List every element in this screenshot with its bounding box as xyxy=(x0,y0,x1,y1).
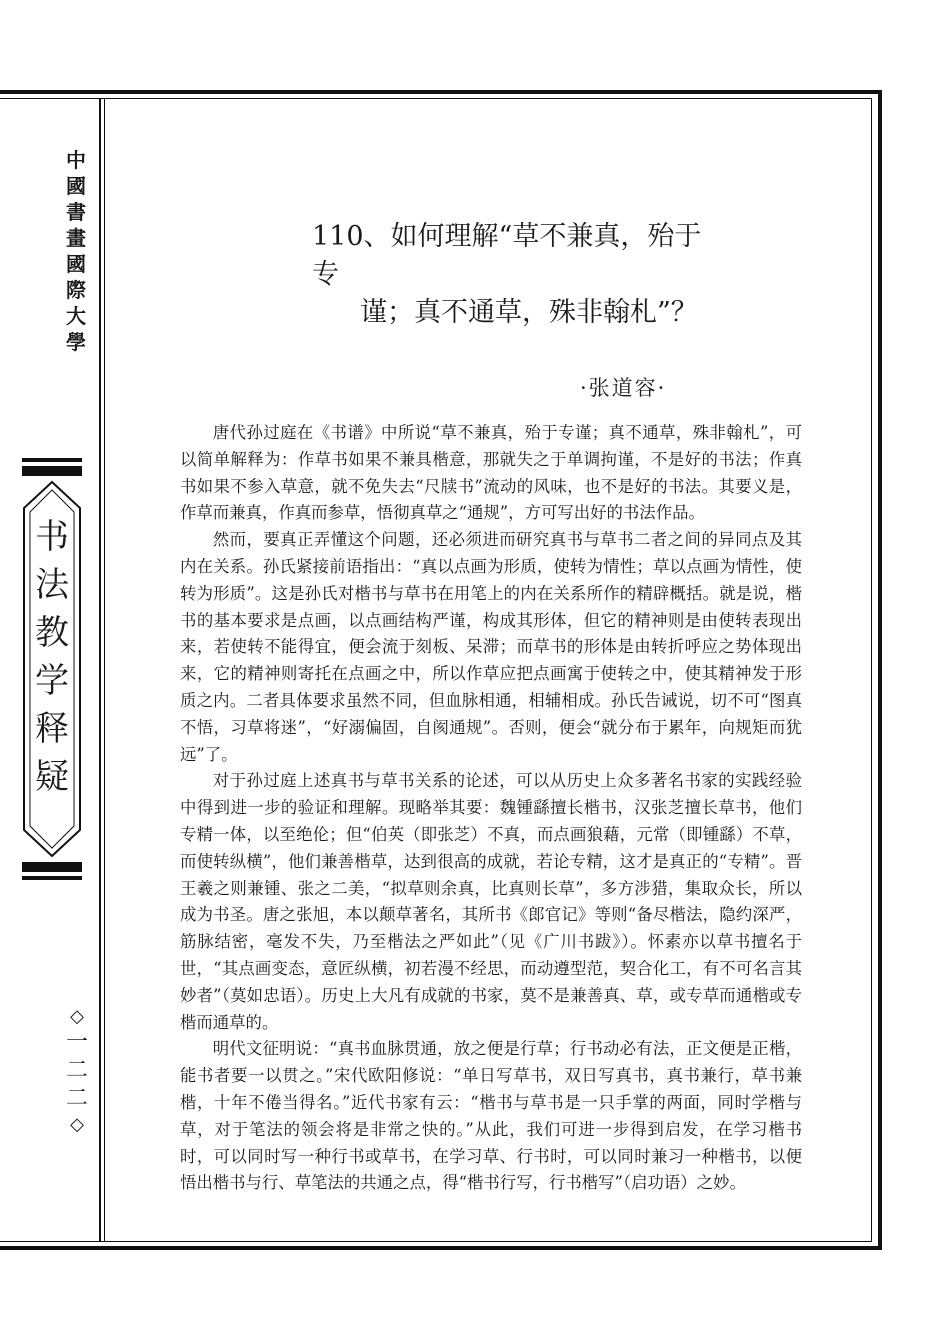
page-number xyxy=(60,1008,94,1140)
cartouche-band-top-thick xyxy=(22,466,82,476)
article-title-line-2: 谨；真不通草，殊非翰札”？ xyxy=(360,297,698,328)
page-number-char: 二 xyxy=(65,1058,88,1083)
body-paragraph: 唐代孙过庭在《书谱》中所说“草不兼真，殆于专谨；真不通草，殊非翰札”，可以简单解释为：作草书如果不兼具楷意，那就失之于单调拘谨，不是好的书法；作真书如果不参入草意，就不免失去“尺牍书”流动的风味，也不是好的书法。其要义是，作草而兼真，作真而参草，悟彻真草之“通规”，方可写出好的书法作品。 xyxy=(180,423,802,523)
series-title-char: 疑 xyxy=(35,757,69,797)
article-title-line-1: 110、如何理解“草不兼真，殆于专 xyxy=(312,221,702,290)
author-byline: ·张道容· xyxy=(580,376,667,400)
cartouche-band-bottom-thick xyxy=(22,862,82,872)
university-name-char: 畫 xyxy=(66,226,86,250)
series-title-char: 教 xyxy=(35,613,69,653)
series-title-char: 学 xyxy=(35,661,69,701)
body-paragraph: 明代文征明说：“真书血脉贯通，放之便是行草；行书动必有法，正文便是正楷，能书者要一以贯之。”宋代欧阳修说：“单日写草书，双日写真书，真书兼行，草书兼楷，十年不倦当得名。”近代书家有云：“楷书与草书是一只手掌的两面，同时学楷与草，对于笔法的领会将是非常之快的。”从此，我们可进一步得到启发，在学习楷书时，可以同时写一种行书或草书，在学习草、行书时，可以同时兼习一种楷书，以便悟出楷书与行、草笔法的共通之点，得“楷书行写，行书楷写”（启功语）之妙。 xyxy=(180,1039,802,1193)
university-name-char: 際 xyxy=(66,278,86,302)
page-number-char: 一 xyxy=(65,1030,88,1055)
cartouche-band-bottom xyxy=(22,876,82,880)
body-paragraph: 然而，要真正弄懂这个问题，还必须进而研究真书与草书二者之间的异同点及其内在关系。孙氏紧接前语指出：“真以点画为形质，使转为情性；草以点画为情性，使转为形质”。这是孙氏对楷书与草书在用笔上的内在关系所作的精辟概括。就是说，楷书的基本要求是点画，以点画结构严谨，构成其形体，但它的精神则是由使转表现出来，若使转不能得宜，便会流于刻板、呆滞；而草书的形体是由转折呼应之势体现出来，它的精神则寄托在点画之中，所以作草应把点画寓于使转之中，使其精神发于形质之内。二者具体要求虽然不同，但血脉相通，相辅相成。孙氏告诫说，切不可“图真不悟，习草将迷”，“好溺偏固，自阂通规”。否则，便会“就分布于累年，向规矩而犹远”了。 xyxy=(180,530,802,764)
sidebar-divider xyxy=(99,98,101,1242)
body-paragraph: 对于孙过庭上述真书与草书关系的论述，可以从历史上众多著名书家的实践经验中得到进一步的验证和理解。现略举其要：魏锺繇擅长楷书，汉张芝擅长草书，他们专精一体，以至绝伦；但“伯英（即张芝）不真，而点画狼藉，元常（即锺繇）不草，而使转纵横”，他们兼善楷草，达到很高的成就，若论专精，这才是真正的“专精”。晋王羲之则兼锺、张之二美，“拟草则余真，比真则长草”，多方涉猎，集取众长，所以成为书圣。唐之张旭，本以颠草著名，其所书《郎官记》等则“备尽楷法，隐约深严，筋脉结密，毫发不失，乃至楷法之严如此”（见《广川书跋》）。怀素亦以草书擅名于世，“其点画变态，意匠纵横，初若漫不经思，而动遵型范，契合化工，有不可名言其妙者”（莫如忠语）。历史上大凡有成就的书家，莫不是兼善真、草，或专草而通楷或专楷而通草的。 xyxy=(180,771,802,1032)
university-name-char: 大 xyxy=(66,304,86,328)
series-title-char: 书 xyxy=(35,517,69,557)
page-number-char: 二 xyxy=(65,1086,88,1111)
university-name-char: 國 xyxy=(66,252,86,276)
university-name xyxy=(62,150,90,358)
article-title xyxy=(300,218,720,332)
university-name-char: 中 xyxy=(66,148,86,172)
article-body xyxy=(180,420,802,1197)
series-title xyxy=(22,517,82,808)
university-name-char: 書 xyxy=(66,200,86,224)
sidebar-divider-thin xyxy=(104,98,105,1242)
series-title-char: 法 xyxy=(35,565,69,605)
university-name-char: 國 xyxy=(66,174,86,198)
diamond-icon: ◇ xyxy=(70,1114,84,1135)
university-name-char: 學 xyxy=(66,330,86,354)
series-title-char: 释 xyxy=(35,709,69,749)
cartouche-band-top xyxy=(22,458,82,462)
diamond-icon: ◇ xyxy=(70,1006,84,1027)
